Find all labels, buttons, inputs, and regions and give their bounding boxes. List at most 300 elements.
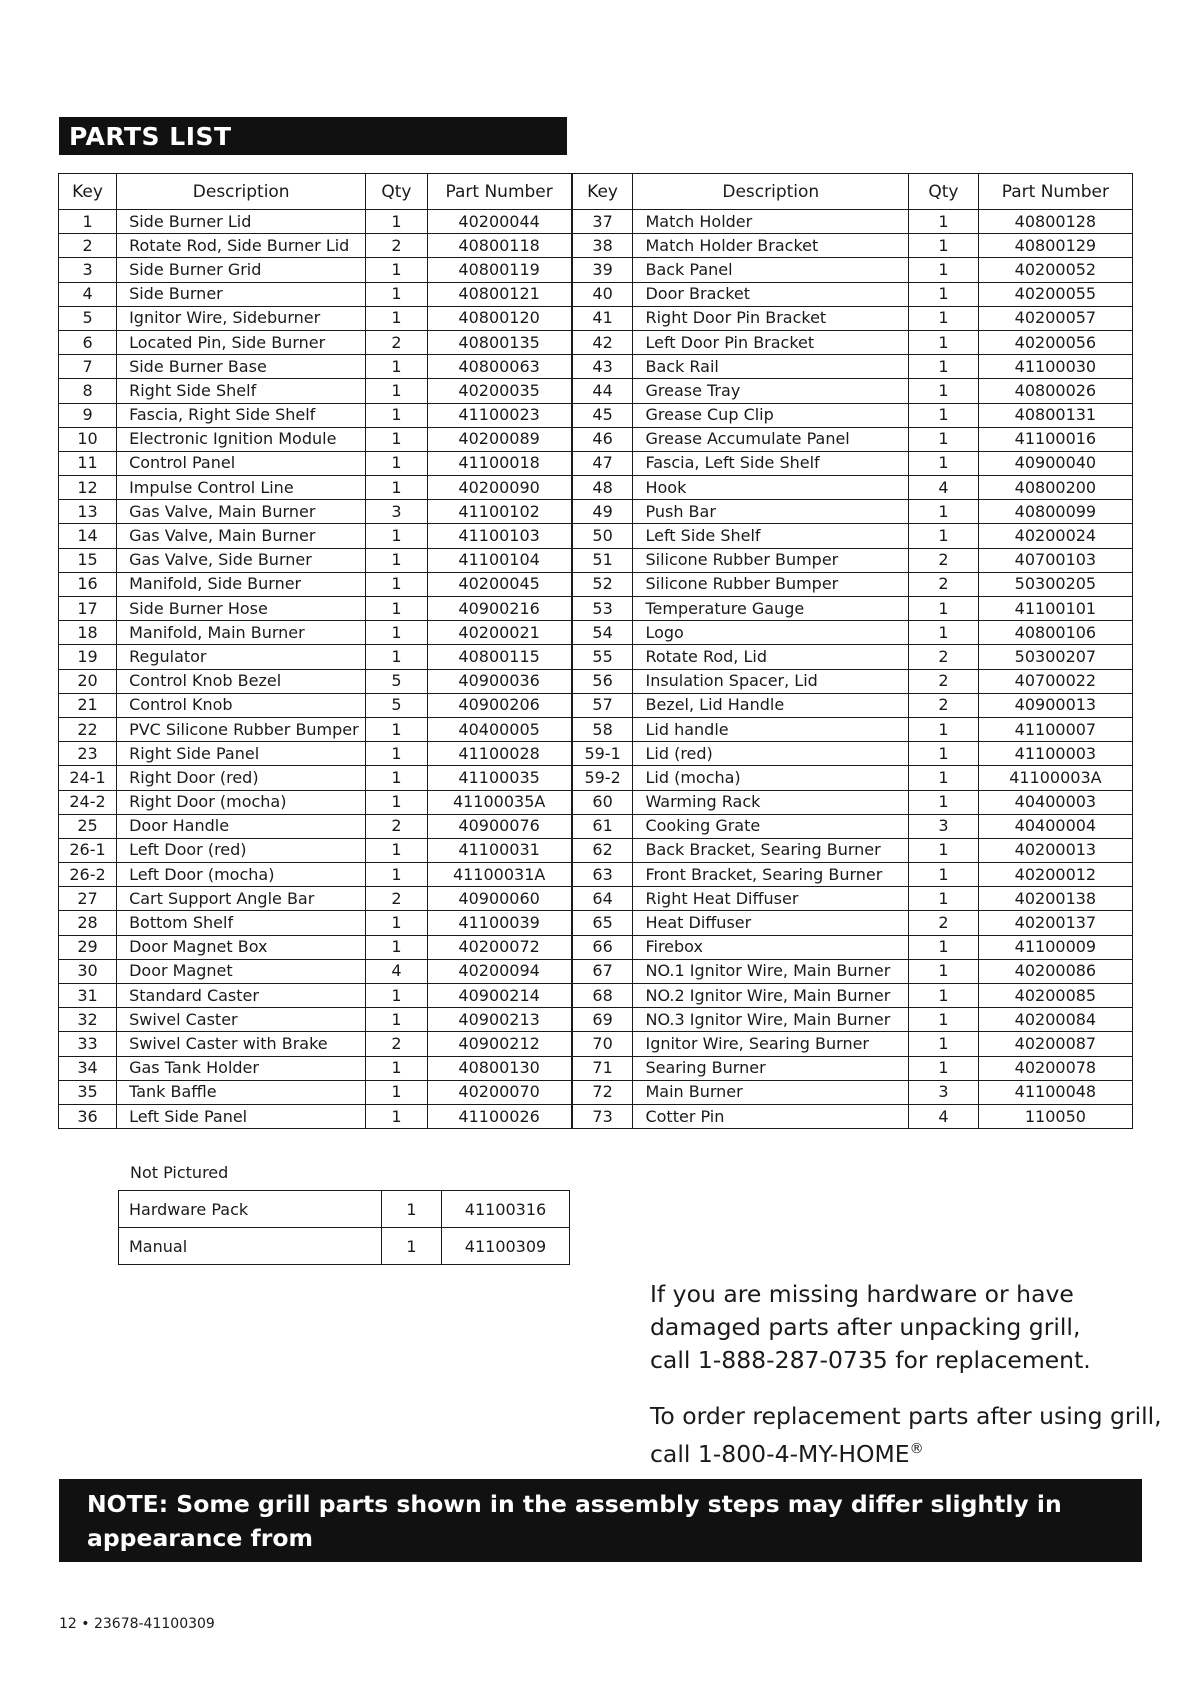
np-description: Manual	[119, 1228, 382, 1265]
part-key: 51	[572, 548, 633, 572]
header-description: Description	[633, 174, 909, 210]
part-key: 46	[572, 427, 633, 451]
np-description: Hardware Pack	[119, 1191, 382, 1228]
part-qty: 4	[366, 959, 427, 983]
part-key: 56	[572, 669, 633, 693]
part-number: 40200087	[978, 1032, 1132, 1056]
part-key: 9	[59, 403, 117, 427]
missing-hardware-info	[650, 1278, 1170, 1377]
part-number: 41100018	[427, 451, 572, 475]
part-description: Gas Valve, Main Burner	[117, 524, 366, 548]
part-key: 38	[572, 234, 633, 258]
table-row	[119, 1191, 570, 1228]
parts-list-title: PARTS LIST	[59, 117, 567, 155]
table-row	[59, 911, 1133, 935]
part-key: 59-2	[572, 766, 633, 790]
part-key: 8	[59, 379, 117, 403]
part-number: 40900214	[427, 984, 572, 1008]
table-row	[119, 1228, 570, 1265]
part-qty: 1	[909, 355, 979, 379]
part-qty: 1	[366, 427, 427, 451]
table-row	[59, 451, 1133, 475]
part-description: Grease Tray	[633, 379, 909, 403]
table-row	[59, 984, 1133, 1008]
assembly-note	[59, 1479, 1142, 1620]
part-key: 31	[59, 984, 117, 1008]
part-qty: 1	[366, 717, 427, 741]
part-description: Electronic Ignition Module	[117, 427, 366, 451]
part-qty: 5	[366, 669, 427, 693]
np-part-number: 41100309	[442, 1228, 570, 1265]
part-description: NO.1 Ignitor Wire, Main Burner	[633, 959, 909, 983]
header-part-number: Part Number	[978, 174, 1132, 210]
part-key: 41	[572, 306, 633, 330]
table-row	[59, 379, 1133, 403]
part-number: 40800200	[978, 476, 1132, 500]
part-qty: 1	[909, 597, 979, 621]
part-number: 40200035	[427, 379, 572, 403]
info-line: damaged parts after unpacking grill,	[650, 1313, 1081, 1341]
part-number: 40900076	[427, 814, 572, 838]
part-key: 48	[572, 476, 633, 500]
table-row	[59, 500, 1133, 524]
part-key: 70	[572, 1032, 633, 1056]
part-description: Rotate Rod, Lid	[633, 645, 909, 669]
table-row	[59, 330, 1133, 354]
part-qty: 2	[909, 911, 979, 935]
part-description: Side Burner Base	[117, 355, 366, 379]
part-key: 59-1	[572, 742, 633, 766]
part-description: Cooking Grate	[633, 814, 909, 838]
part-qty: 1	[909, 500, 979, 524]
table-header-row	[59, 174, 1133, 210]
part-description: Grease Cup Clip	[633, 403, 909, 427]
part-key: 15	[59, 548, 117, 572]
table-row	[59, 1008, 1133, 1032]
part-number: 40400003	[978, 790, 1132, 814]
part-number: 41100101	[978, 597, 1132, 621]
part-number: 40200137	[978, 911, 1132, 935]
table-row	[59, 669, 1133, 693]
part-number: 40200055	[978, 282, 1132, 306]
info-phone: call 1-800-4-MY-HOME	[650, 1439, 910, 1468]
np-qty: 1	[382, 1228, 442, 1265]
part-description: Right Side Panel	[117, 742, 366, 766]
part-qty: 1	[909, 984, 979, 1008]
part-key: 42	[572, 330, 633, 354]
part-number: 40700103	[978, 548, 1132, 572]
part-number: 40900213	[427, 1008, 572, 1032]
part-number: 40900040	[978, 451, 1132, 475]
part-number: 41100035A	[427, 790, 572, 814]
part-description: Heat Diffuser	[633, 911, 909, 935]
part-description: Ignitor Wire, Searing Burner	[633, 1032, 909, 1056]
part-qty: 2	[909, 693, 979, 717]
part-key: 57	[572, 693, 633, 717]
part-number: 40200057	[978, 306, 1132, 330]
part-description: Located Pin, Side Burner	[117, 330, 366, 354]
table-row	[59, 403, 1133, 427]
part-number: 40900060	[427, 887, 572, 911]
part-qty: 2	[909, 548, 979, 572]
part-qty: 1	[366, 1104, 427, 1128]
part-qty: 1	[909, 935, 979, 959]
part-key: 60	[572, 790, 633, 814]
table-row	[59, 742, 1133, 766]
part-number: 40800129	[978, 234, 1132, 258]
part-key: 45	[572, 403, 633, 427]
part-number: 41100003A	[978, 766, 1132, 790]
part-qty: 1	[366, 524, 427, 548]
part-description: Door Magnet	[117, 959, 366, 983]
part-key: 39	[572, 258, 633, 282]
part-number: 40200072	[427, 935, 572, 959]
part-number: 40900013	[978, 693, 1132, 717]
part-qty: 2	[909, 645, 979, 669]
part-description: Left Side Panel	[117, 1104, 366, 1128]
part-qty: 1	[909, 258, 979, 282]
part-description: Swivel Caster with Brake	[117, 1032, 366, 1056]
part-key: 52	[572, 572, 633, 596]
part-key: 55	[572, 645, 633, 669]
table-row	[59, 935, 1133, 959]
table-row	[59, 524, 1133, 548]
part-key: 43	[572, 355, 633, 379]
part-description: Hook	[633, 476, 909, 500]
part-key: 44	[572, 379, 633, 403]
part-qty: 1	[366, 863, 427, 887]
part-qty: 1	[366, 935, 427, 959]
part-description: Control Panel	[117, 451, 366, 475]
part-qty: 1	[909, 524, 979, 548]
part-description: Insulation Spacer, Lid	[633, 669, 909, 693]
part-description: Right Side Shelf	[117, 379, 366, 403]
note-line: those on your particular grill model. However, the method of assembly remains the same.	[87, 1558, 1141, 1620]
header-key: Key	[59, 174, 117, 210]
part-qty: 1	[366, 451, 427, 475]
part-key: 37	[572, 210, 633, 234]
part-qty: 1	[366, 1080, 427, 1104]
part-key: 62	[572, 838, 633, 862]
part-number: 41100007	[978, 717, 1132, 741]
part-qty: 1	[909, 959, 979, 983]
part-number: 40200052	[978, 258, 1132, 282]
part-key: 4	[59, 282, 117, 306]
part-description: Gas Tank Holder	[117, 1056, 366, 1080]
part-number: 50300207	[978, 645, 1132, 669]
part-number: 40800106	[978, 621, 1132, 645]
part-key: 5	[59, 306, 117, 330]
part-qty: 1	[909, 210, 979, 234]
part-qty: 1	[909, 766, 979, 790]
part-description: Lid (red)	[633, 742, 909, 766]
part-description: Standard Caster	[117, 984, 366, 1008]
table-row	[59, 282, 1133, 306]
table-row	[59, 597, 1133, 621]
table-row	[59, 1056, 1133, 1080]
table-row	[59, 572, 1133, 596]
part-key: 64	[572, 887, 633, 911]
header-part-number: Part Number	[427, 174, 572, 210]
part-key: 24-2	[59, 790, 117, 814]
info-line: To order replacement parts after using grill,	[650, 1402, 1162, 1430]
part-qty: 2	[909, 669, 979, 693]
part-qty: 1	[909, 427, 979, 451]
table-row	[59, 621, 1133, 645]
part-description: Door Magnet Box	[117, 935, 366, 959]
not-pictured-table	[118, 1190, 570, 1265]
part-qty: 4	[909, 1104, 979, 1128]
part-key: 47	[572, 451, 633, 475]
part-description: Match Holder	[633, 210, 909, 234]
part-qty: 1	[909, 717, 979, 741]
part-description: Silicone Rubber Bumper	[633, 572, 909, 596]
part-qty: 2	[366, 234, 427, 258]
part-description: Bezel, Lid Handle	[633, 693, 909, 717]
part-number: 41100031A	[427, 863, 572, 887]
header-qty: Qty	[366, 174, 427, 210]
part-number: 40800099	[978, 500, 1132, 524]
part-number: 40200089	[427, 427, 572, 451]
part-description: Manifold, Main Burner	[117, 621, 366, 645]
part-number: 40200138	[978, 887, 1132, 911]
part-description: Ignitor Wire, Sideburner	[117, 306, 366, 330]
part-qty: 1	[909, 379, 979, 403]
table-row	[59, 234, 1133, 258]
part-key: 71	[572, 1056, 633, 1080]
part-qty: 2	[366, 330, 427, 354]
part-number: 41100031	[427, 838, 572, 862]
part-key: 12	[59, 476, 117, 500]
part-qty: 1	[909, 330, 979, 354]
order-parts-info	[650, 1400, 1170, 1471]
np-qty: 1	[382, 1191, 442, 1228]
part-qty: 5	[366, 693, 427, 717]
part-number: 40800119	[427, 258, 572, 282]
part-qty: 1	[909, 451, 979, 475]
part-key: 10	[59, 427, 117, 451]
part-number: 41100028	[427, 742, 572, 766]
part-number: 40200044	[427, 210, 572, 234]
table-row	[59, 355, 1133, 379]
part-description: Lid (mocha)	[633, 766, 909, 790]
part-number: 40900036	[427, 669, 572, 693]
part-description: Front Bracket, Searing Burner	[633, 863, 909, 887]
part-description: Gas Valve, Main Burner	[117, 500, 366, 524]
part-qty: 2	[366, 887, 427, 911]
part-key: 26-1	[59, 838, 117, 862]
part-number: 40400005	[427, 717, 572, 741]
part-qty: 3	[366, 500, 427, 524]
part-number: 41100039	[427, 911, 572, 935]
part-description: NO.3 Ignitor Wire, Main Burner	[633, 1008, 909, 1032]
part-qty: 1	[366, 572, 427, 596]
part-number: 40800130	[427, 1056, 572, 1080]
part-description: Right Door (mocha)	[117, 790, 366, 814]
header-qty: Qty	[909, 174, 979, 210]
part-description: Grease Accumulate Panel	[633, 427, 909, 451]
part-key: 67	[572, 959, 633, 983]
part-number: 40400004	[978, 814, 1132, 838]
part-number: 40800026	[978, 379, 1132, 403]
part-key: 40	[572, 282, 633, 306]
part-qty: 1	[366, 403, 427, 427]
part-description: Gas Valve, Side Burner	[117, 548, 366, 572]
part-description: Right Door (red)	[117, 766, 366, 790]
part-qty: 1	[909, 1032, 979, 1056]
part-description: Right Heat Diffuser	[633, 887, 909, 911]
part-description: Control Knob	[117, 693, 366, 717]
part-number: 40800118	[427, 234, 572, 258]
part-key: 63	[572, 863, 633, 887]
part-description: Back Panel	[633, 258, 909, 282]
table-row	[59, 1104, 1133, 1128]
table-row	[59, 717, 1133, 741]
part-description: Match Holder Bracket	[633, 234, 909, 258]
part-qty: 4	[909, 476, 979, 500]
part-qty: 3	[909, 814, 979, 838]
part-number: 41100104	[427, 548, 572, 572]
part-qty: 1	[366, 355, 427, 379]
part-key: 73	[572, 1104, 633, 1128]
part-number: 40800131	[978, 403, 1132, 427]
part-description: Lid handle	[633, 717, 909, 741]
info-line: If you are missing hardware or have	[650, 1280, 1074, 1308]
part-description: Push Bar	[633, 500, 909, 524]
part-key: 53	[572, 597, 633, 621]
part-number: 40200084	[978, 1008, 1132, 1032]
part-key: 34	[59, 1056, 117, 1080]
part-key: 68	[572, 984, 633, 1008]
part-qty: 1	[909, 621, 979, 645]
part-key: 21	[59, 693, 117, 717]
table-row	[59, 959, 1133, 983]
part-number: 110050	[978, 1104, 1132, 1128]
part-qty: 1	[909, 282, 979, 306]
registered-mark: ®	[909, 1441, 924, 1457]
part-key: 6	[59, 330, 117, 354]
part-qty: 1	[366, 282, 427, 306]
table-row	[59, 1080, 1133, 1104]
part-qty: 1	[909, 863, 979, 887]
np-part-number: 41100316	[442, 1191, 570, 1228]
part-number: 40200056	[978, 330, 1132, 354]
part-number: 40200045	[427, 572, 572, 596]
part-key: 2	[59, 234, 117, 258]
part-number: 40200094	[427, 959, 572, 983]
part-number: 41100103	[427, 524, 572, 548]
part-description: Side Burner Lid	[117, 210, 366, 234]
part-qty: 1	[366, 306, 427, 330]
table-row	[59, 790, 1133, 814]
part-key: 65	[572, 911, 633, 935]
part-number: 41100102	[427, 500, 572, 524]
part-description: Tank Baffle	[117, 1080, 366, 1104]
table-row	[59, 887, 1133, 911]
part-key: 29	[59, 935, 117, 959]
part-number: 40800121	[427, 282, 572, 306]
part-qty: 1	[366, 1056, 427, 1080]
part-key: 16	[59, 572, 117, 596]
part-description: Logo	[633, 621, 909, 645]
part-qty: 1	[909, 1056, 979, 1080]
part-key: 11	[59, 451, 117, 475]
part-key: 20	[59, 669, 117, 693]
part-number: 40200012	[978, 863, 1132, 887]
table-row	[59, 645, 1133, 669]
part-qty: 1	[366, 210, 427, 234]
part-number: 40800115	[427, 645, 572, 669]
part-qty: 1	[909, 234, 979, 258]
part-number: 41100003	[978, 742, 1132, 766]
part-qty: 1	[909, 1008, 979, 1032]
part-number: 40200078	[978, 1056, 1132, 1080]
part-number: 40900212	[427, 1032, 572, 1056]
part-qty: 1	[366, 742, 427, 766]
not-pictured-label: Not Pictured	[130, 1163, 229, 1182]
part-number: 40900206	[427, 693, 572, 717]
part-description: Impulse Control Line	[117, 476, 366, 500]
header-description: Description	[117, 174, 366, 210]
table-row	[59, 863, 1133, 887]
part-key: 27	[59, 887, 117, 911]
part-key: 69	[572, 1008, 633, 1032]
part-key: 36	[59, 1104, 117, 1128]
part-number: 40200070	[427, 1080, 572, 1104]
part-description: Warming Rack	[633, 790, 909, 814]
part-description: Left Door (red)	[117, 838, 366, 862]
table-row	[59, 1032, 1133, 1056]
part-description: NO.2 Ignitor Wire, Main Burner	[633, 984, 909, 1008]
part-qty: 2	[366, 1032, 427, 1056]
part-number: 50300205	[978, 572, 1132, 596]
part-key: 25	[59, 814, 117, 838]
part-key: 23	[59, 742, 117, 766]
part-qty: 1	[366, 1008, 427, 1032]
part-key: 14	[59, 524, 117, 548]
part-number: 41100030	[978, 355, 1132, 379]
part-description: Cotter Pin	[633, 1104, 909, 1128]
part-number: 40200024	[978, 524, 1132, 548]
part-key: 1	[59, 210, 117, 234]
part-description: Fascia, Left Side Shelf	[633, 451, 909, 475]
part-key: 49	[572, 500, 633, 524]
part-description: Temperature Gauge	[633, 597, 909, 621]
part-qty: 1	[909, 306, 979, 330]
part-number: 41100048	[978, 1080, 1132, 1104]
part-qty: 2	[909, 572, 979, 596]
part-key: 18	[59, 621, 117, 645]
part-description: Door Bracket	[633, 282, 909, 306]
part-qty: 2	[366, 814, 427, 838]
part-key: 3	[59, 258, 117, 282]
part-number: 40200013	[978, 838, 1132, 862]
parts-table	[58, 173, 1133, 1129]
part-qty: 1	[366, 838, 427, 862]
part-description: Left Door Pin Bracket	[633, 330, 909, 354]
part-key: 13	[59, 500, 117, 524]
info-line: call 1-888-287-0735 for replacement.	[650, 1346, 1091, 1374]
part-description: Back Rail	[633, 355, 909, 379]
part-key: 54	[572, 621, 633, 645]
part-qty: 1	[366, 258, 427, 282]
part-number: 41100026	[427, 1104, 572, 1128]
part-description: Right Door Pin Bracket	[633, 306, 909, 330]
part-number: 40200086	[978, 959, 1132, 983]
part-description: Back Bracket, Searing Burner	[633, 838, 909, 862]
part-description: Side Burner Hose	[117, 597, 366, 621]
table-row	[59, 766, 1133, 790]
